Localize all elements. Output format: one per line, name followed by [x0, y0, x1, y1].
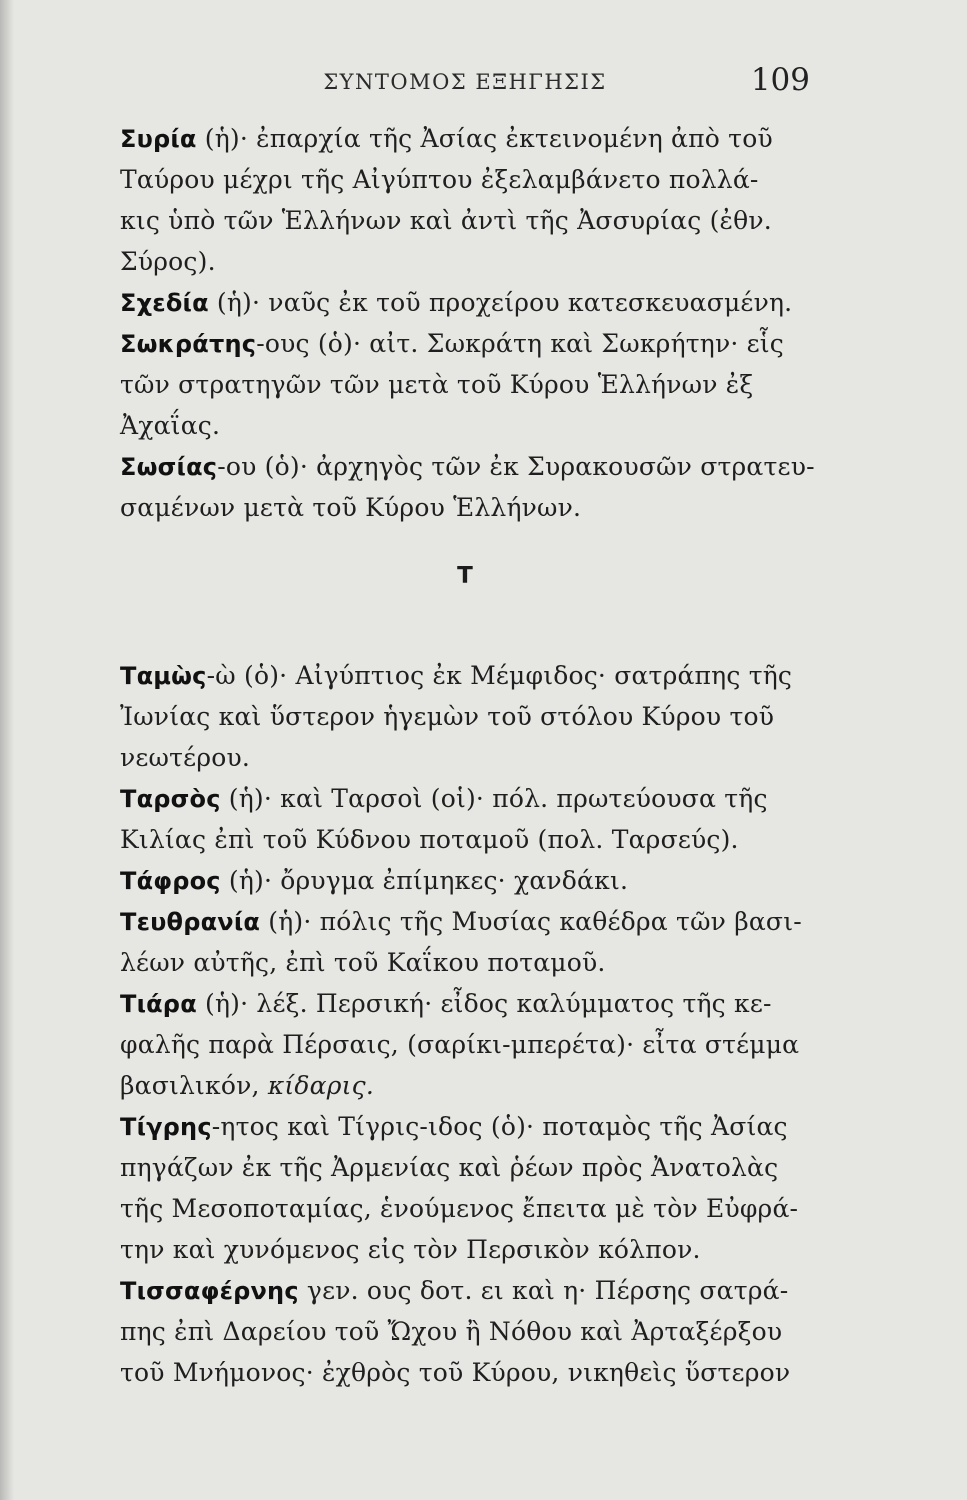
entry-headword: Τιάρα: [120, 990, 197, 1018]
glossary-entry: [120, 118, 810, 282]
entry-line: [120, 778, 810, 819]
entry-italic-text: κίδαρις.: [267, 1071, 375, 1100]
entry-line: [120, 696, 810, 737]
entry-line: [120, 737, 810, 778]
entry-text: (ἡ)· καὶ Ταρσοὶ (οἱ)· πόλ. πρωτεύουσα τῆς: [220, 784, 768, 813]
page-number: 109: [750, 62, 810, 98]
entry-text: -ους (ὁ)· αἰτ. Σωκράτη καὶ Σωκρήτην· εἷς: [256, 329, 785, 358]
glossary-entry: [120, 901, 810, 983]
entry-headword: Τισσαφέρνης: [120, 1277, 299, 1305]
entry-line: [120, 446, 815, 487]
entry-line: [120, 1352, 810, 1393]
page-header: [120, 62, 810, 106]
glossary-entry: [120, 282, 810, 323]
entry-line: [120, 241, 810, 282]
entry-headword: Συρία: [120, 125, 197, 153]
entry-line: [120, 200, 810, 241]
entry-text: βασιλικόν,: [120, 1071, 268, 1100]
glossary-entry: [120, 983, 810, 1106]
section-letter: Τ: [457, 563, 473, 589]
entry-line: [120, 983, 810, 1024]
entry-headword: Ταρσὸς: [120, 785, 221, 813]
entry-text: (ἡ)· πόλις τῆς Μυσίας καθέδρα τῶν βασι-: [260, 907, 802, 936]
entry-line: [120, 901, 810, 942]
glossary-entry: [120, 323, 810, 446]
entries-sigma: [120, 118, 815, 528]
entry-headword: Σωσίας: [120, 453, 218, 481]
entry-text: γεν. ους δοτ. ει καὶ η· Πέρσης σατρά-: [298, 1276, 789, 1305]
entry-line: [120, 1311, 810, 1352]
entry-headword: Τευθρανία: [120, 908, 261, 936]
glossary-entry: [120, 778, 810, 860]
entry-line: [120, 942, 810, 983]
entry-text: φαλῆς παρὰ Πέρσαις, (σαρίκι-μπερέτα)· εἶτα στέμμα: [120, 1030, 800, 1059]
entry-text: πηγάζων ἐκ τῆς Ἀρμενίας καὶ ῥέων πρὸς Ἀνατολὰς: [120, 1153, 779, 1182]
entry-text: Ἰωνίας καὶ ὕστερον ἡγεμὼν τοῦ στόλου Κύρου τοῦ: [120, 702, 775, 731]
glossary-entry: [120, 655, 810, 778]
entry-line: [120, 1188, 810, 1229]
entry-line: [120, 1024, 810, 1065]
entry-line: [120, 364, 810, 405]
entry-text: Ἀχαΐας.: [120, 411, 221, 440]
glossary-entry: [120, 860, 810, 901]
entry-line: [120, 118, 810, 159]
entry-text: σαμένων μετὰ τοῦ Κύρου Ἑλλήνων.: [120, 493, 582, 522]
entry-text: (ἡ)· λέξ. Περσική· εἶδος καλύμματος τῆς κε-: [196, 989, 772, 1018]
entry-text: -ου (ὁ)· ἀρχηγὸς τῶν ἐκ Συρακουσῶν στρατευ-: [217, 452, 815, 481]
entry-text: τῆς Μεσοποταμίας, ἑνούμενος ἔπειτα μὲ τὸν Εὐφρά-: [120, 1194, 799, 1223]
running-title: ΣΥΝΤΟΜΟΣ ΕΞΗΓΗΣΙΣ: [323, 70, 607, 94]
glossary-entry: [120, 446, 815, 528]
entry-line: [120, 1065, 810, 1106]
section-heading: [120, 528, 810, 655]
entry-headword: Τίγρης: [120, 1113, 212, 1141]
entry-text: Σύρος).: [120, 247, 216, 276]
glossary-text: [120, 118, 815, 1393]
entry-text: κις ὑπὸ τῶν Ἑλλήνων καὶ ἀντὶ τῆς Ἀσσυρίας (ἐθν.: [120, 206, 772, 235]
entries-tau: [120, 655, 810, 1393]
entry-line: [120, 655, 810, 696]
entry-text: την καὶ χυνόμενος εἰς τὸν Περσικὸν κόλπον.: [120, 1235, 701, 1264]
page-edge-shadow: [0, 0, 14, 1500]
entry-line: [120, 159, 810, 200]
entry-line: [120, 282, 810, 323]
entry-text: νεωτέρου.: [120, 743, 251, 772]
glossary-entry: [120, 1106, 810, 1270]
entry-line: [120, 1270, 810, 1311]
entry-text: τῶν στρατηγῶν τῶν μετὰ τοῦ Κύρου Ἑλλήνων ἐξ: [120, 370, 754, 399]
entry-headword: Σχεδία: [120, 289, 209, 317]
entry-line: [120, 1229, 810, 1270]
entry-text: τοῦ Μνήμονος· ἐχθρὸς τοῦ Κύρου, νικηθεὶς ὕστερον: [120, 1358, 791, 1387]
entry-line: [120, 487, 810, 528]
entry-text: Κιλίας ἐπὶ τοῦ Κύδνου ποταμοῦ (πολ. Ταρσεύς).: [120, 825, 739, 854]
entry-line: [120, 405, 810, 446]
entry-line: [120, 1106, 810, 1147]
entry-line: [120, 819, 810, 860]
entry-text: (ἡ)· ἐπαρχία τῆς Ἀσίας ἐκτεινομένη ἀπὸ τοῦ: [196, 124, 773, 153]
entry-headword: Σωκράτης: [120, 330, 257, 358]
entry-text: πης ἐπὶ Δαρείου τοῦ Ὤχου ἢ Νόθου καὶ Ἀρταξέρξου: [120, 1317, 783, 1346]
entry-text: (ἡ)· ναῦς ἐκ τοῦ προχείρου κατεσκευασμένη.: [208, 288, 793, 317]
entry-text: -ητος καὶ Τίγρις-ιδος (ὁ)· ποταμὸς τῆς Ἀσίας: [211, 1112, 788, 1141]
glossary-entry: [120, 1270, 810, 1393]
entry-line: [120, 323, 810, 364]
entry-line: [120, 860, 810, 901]
entry-text: (ἡ)· ὄρυγμα ἐπίμηκες· χανδάκι.: [220, 866, 629, 895]
entry-text: λέων αὐτῆς, ἐπὶ τοῦ Καΐκου ποταμοῦ.: [120, 948, 606, 977]
entry-headword: Ταμὼς: [120, 662, 207, 690]
entry-text: -ὼ (ὁ)· Αἰγύπτιος ἐκ Μέμφιδος· σατράπης τῆς: [206, 661, 793, 690]
entry-text: Ταύρου μέχρι τῆς Αἰγύπτου ἐξελαμβάνετο πολλά-: [120, 165, 759, 194]
entry-line: [120, 1147, 810, 1188]
entry-headword: Τάφρος: [120, 867, 221, 895]
